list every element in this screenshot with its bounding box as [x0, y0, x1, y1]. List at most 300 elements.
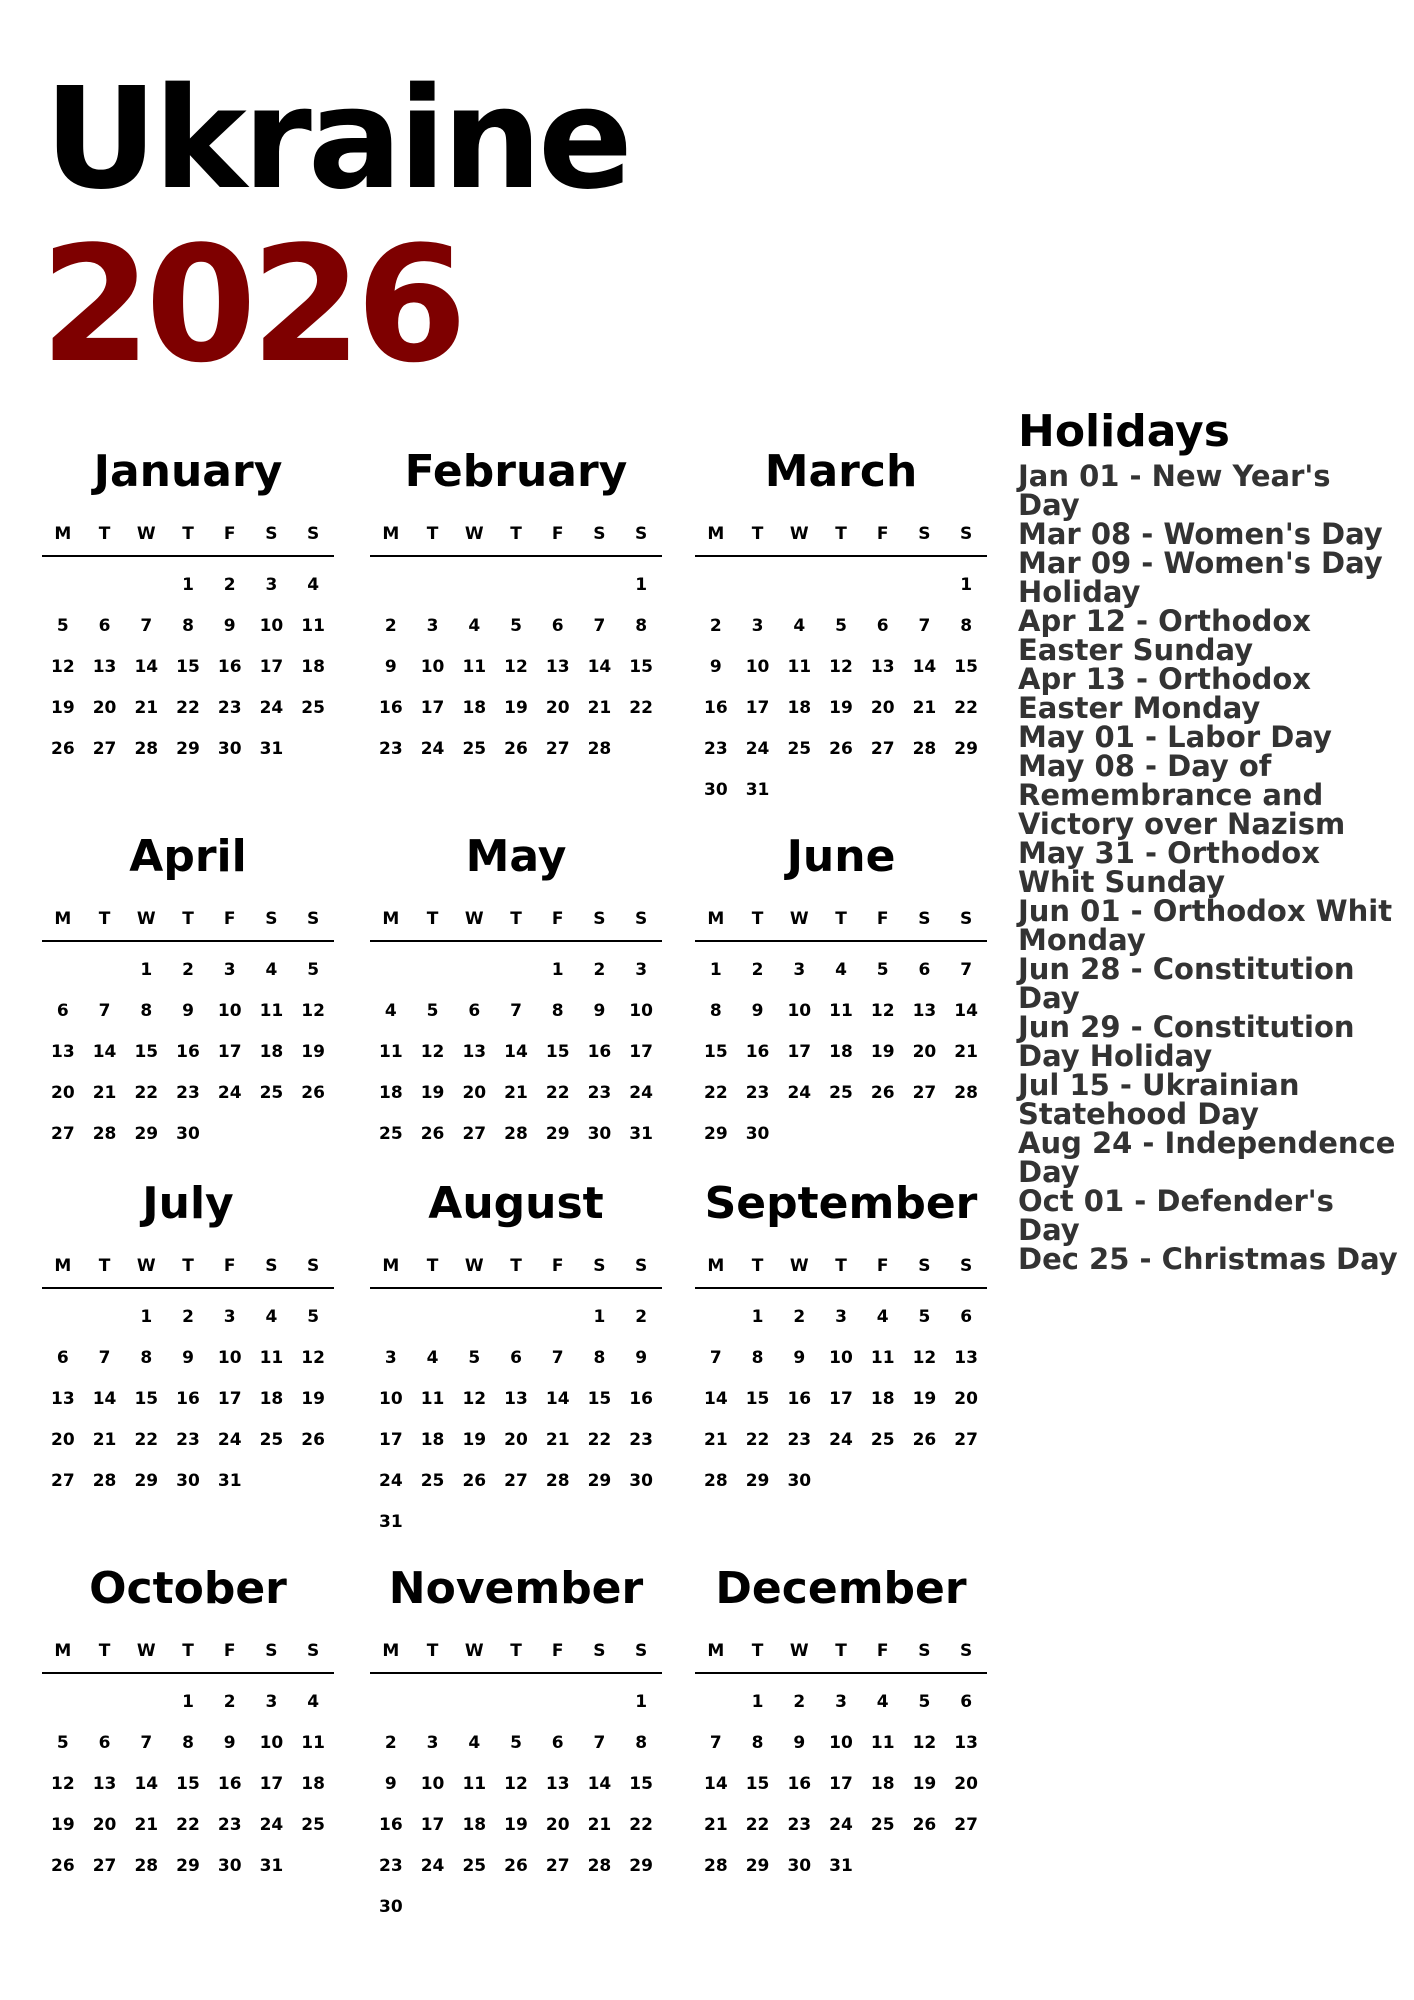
day-cell: 3: [793, 960, 806, 980]
weekday-label: T: [426, 1256, 439, 1276]
day-cell: 22: [587, 1430, 612, 1450]
day-cell: 1: [182, 1692, 194, 1712]
holiday-item: May 01 - Labor Day: [1018, 720, 1332, 754]
empty-day-cell: [495, 565, 537, 606]
day-grid: [695, 950, 987, 1155]
day-grid: [695, 565, 987, 811]
day-cell: 26: [420, 1124, 445, 1144]
holiday-item: Oct 01 - Defender's Day: [1018, 1184, 1334, 1247]
month-name: January: [93, 446, 283, 497]
day-cell: 13: [954, 1733, 978, 1753]
day-cell: 8: [635, 616, 648, 636]
day-cell: 30: [629, 1471, 653, 1491]
weekday-label: T: [426, 1641, 439, 1661]
day-cell: 27: [51, 1124, 75, 1144]
day-cell: 2: [593, 960, 606, 980]
weekday-label: F: [551, 1641, 564, 1661]
day-cell: 21: [545, 1430, 570, 1450]
weekday-label: S: [265, 1641, 278, 1661]
day-cell: 31: [217, 1471, 242, 1491]
empty-day-cell: [495, 950, 537, 991]
day-cell: 27: [504, 1471, 528, 1491]
weekday-label: S: [918, 524, 931, 544]
day-cell: 12: [420, 1042, 445, 1062]
day-cell: 23: [587, 1083, 612, 1103]
weekday-header: [42, 1258, 334, 1289]
day-grid: [42, 1297, 334, 1502]
day-cell: 25: [462, 739, 487, 759]
month-june: [695, 831, 987, 1155]
day-cell: 29: [545, 1124, 570, 1144]
day-cell: 18: [870, 1774, 895, 1794]
day-cell: 11: [259, 1348, 284, 1368]
day-cell: 2: [223, 1692, 236, 1712]
day-cell: 20: [92, 698, 117, 718]
weekday-label: M: [707, 524, 725, 544]
weekday-label: M: [382, 524, 400, 544]
day-cell: 26: [504, 739, 528, 759]
day-cell: 13: [92, 1774, 117, 1794]
day-cell: 6: [98, 616, 111, 636]
day-cell: 18: [301, 1774, 325, 1794]
day-cell: 21: [92, 1083, 117, 1103]
day-cell: 25: [829, 1083, 853, 1103]
day-cell: 19: [462, 1430, 487, 1450]
holidays-title: Holidays: [1018, 406, 1230, 457]
day-cell: 15: [629, 1774, 653, 1794]
empty-day-cell: [579, 1682, 621, 1723]
empty-day-cell: [453, 1682, 495, 1723]
day-cell: 30: [217, 1856, 242, 1876]
weekday-label: T: [182, 909, 194, 929]
day-cell: 9: [182, 1001, 194, 1021]
day-cell: 7: [709, 1348, 722, 1368]
month-name: October: [89, 1563, 287, 1614]
day-cell: 10: [259, 1733, 284, 1753]
day-cell: 16: [787, 1774, 812, 1794]
day-cell: 9: [384, 657, 397, 677]
day-cell: 21: [704, 1815, 728, 1835]
day-cell: 28: [912, 739, 937, 759]
weekday-label: T: [98, 524, 111, 544]
day-cell: 19: [829, 698, 853, 718]
day-grid: [42, 950, 334, 1155]
day-cell: 6: [510, 1348, 522, 1368]
weekday-label: S: [593, 524, 606, 544]
day-cell: 27: [462, 1124, 487, 1144]
day-cell: 27: [870, 739, 895, 759]
day-cell: 22: [629, 1815, 653, 1835]
day-cell: 10: [217, 1001, 242, 1021]
weekday-label: M: [54, 1641, 72, 1661]
day-cell: 15: [745, 1774, 770, 1794]
weekday-label: S: [593, 1641, 606, 1661]
day-cell: 8: [593, 1348, 606, 1368]
weekday-label: S: [593, 1256, 606, 1276]
empty-day-cell: [412, 950, 454, 991]
empty-day-cell: [778, 565, 820, 606]
day-cell: 19: [504, 1815, 528, 1835]
day-cell: 7: [98, 1001, 111, 1021]
day-cell: 26: [829, 739, 853, 759]
empty-day-cell: [495, 1297, 537, 1338]
day-cell: 1: [751, 1307, 764, 1327]
day-cell: 21: [954, 1042, 978, 1062]
page-title: Ukraine: [44, 58, 629, 221]
day-cell: 26: [912, 1815, 937, 1835]
day-cell: 18: [787, 698, 812, 718]
month-december: [695, 1563, 987, 1887]
day-cell: 12: [870, 1001, 895, 1021]
day-cell: 22: [954, 698, 978, 718]
month-name: June: [786, 831, 896, 882]
day-cell: 13: [92, 657, 117, 677]
day-cell: 28: [134, 739, 159, 759]
month-name: July: [142, 1178, 234, 1229]
day-cell: 24: [420, 1856, 445, 1876]
weekday-label: S: [593, 909, 606, 929]
day-cell: 20: [545, 698, 570, 718]
empty-day-cell: [370, 1682, 412, 1723]
day-cell: 31: [629, 1124, 653, 1144]
day-grid: [370, 1682, 662, 1928]
day-cell: 2: [751, 960, 764, 980]
day-cell: 1: [140, 1307, 153, 1327]
day-cell: 29: [134, 1471, 159, 1491]
month-name: November: [388, 1563, 644, 1614]
day-grid: [695, 1682, 987, 1887]
day-cell: 30: [587, 1124, 612, 1144]
weekday-label: M: [707, 909, 725, 929]
day-cell: 8: [182, 1733, 194, 1753]
weekday-label: F: [551, 1256, 564, 1276]
day-cell: 28: [92, 1471, 117, 1491]
day-cell: 28: [704, 1856, 728, 1876]
weekday-label: T: [510, 524, 522, 544]
empty-day-cell: [695, 1297, 737, 1338]
day-cell: 27: [954, 1430, 978, 1450]
day-cell: 17: [629, 1042, 653, 1062]
day-cell: 17: [379, 1430, 403, 1450]
weekday-header: [695, 1643, 987, 1674]
day-cell: 14: [545, 1389, 570, 1409]
day-cell: 9: [223, 1733, 236, 1753]
day-cell: 25: [379, 1124, 403, 1144]
day-cell: 15: [587, 1389, 612, 1409]
weekday-label: T: [98, 1641, 111, 1661]
day-cell: 14: [587, 657, 612, 677]
day-cell: 3: [835, 1692, 847, 1712]
day-cell: 11: [462, 657, 487, 677]
weekday-header: [42, 1643, 334, 1674]
weekday-label: T: [751, 909, 764, 929]
day-cell: 5: [510, 616, 522, 636]
day-cell: 24: [787, 1083, 812, 1103]
day-cell: 7: [593, 616, 606, 636]
month-march: [695, 446, 987, 811]
day-cell: 13: [51, 1389, 75, 1409]
day-cell: 12: [829, 657, 853, 677]
weekday-label: M: [707, 1256, 725, 1276]
day-cell: 18: [259, 1389, 284, 1409]
holiday-item: Jul 15 - Ukrainian Statehood Day: [1018, 1068, 1300, 1131]
weekday-label: W: [464, 524, 484, 544]
day-cell: 23: [379, 739, 403, 759]
day-cell: 4: [265, 1307, 278, 1327]
empty-day-cell: [42, 1682, 84, 1723]
day-cell: 10: [217, 1348, 242, 1368]
empty-day-cell: [904, 565, 946, 606]
day-cell: 12: [504, 657, 528, 677]
day-cell: 15: [954, 657, 978, 677]
day-cell: 15: [176, 1774, 200, 1794]
day-cell: 26: [51, 1856, 75, 1876]
day-cell: 9: [635, 1348, 648, 1368]
weekday-label: F: [876, 1256, 889, 1276]
day-cell: 20: [462, 1083, 487, 1103]
day-cell: 3: [265, 1692, 278, 1712]
weekday-label: T: [835, 909, 847, 929]
weekday-label: S: [307, 1641, 320, 1661]
day-cell: 26: [504, 1856, 528, 1876]
day-cell: 10: [379, 1389, 403, 1409]
day-cell: 17: [217, 1389, 242, 1409]
empty-day-cell: [695, 565, 737, 606]
day-cell: 17: [259, 657, 284, 677]
day-cell: 11: [259, 1001, 284, 1021]
weekday-label: M: [707, 1641, 725, 1661]
day-cell: 10: [745, 657, 770, 677]
day-cell: 17: [259, 1774, 284, 1794]
day-cell: 14: [504, 1042, 528, 1062]
day-cell: 4: [876, 1692, 889, 1712]
day-cell: 19: [912, 1389, 937, 1409]
day-cell: 27: [51, 1471, 75, 1491]
day-cell: 30: [379, 1897, 403, 1917]
day-cell: 29: [176, 739, 200, 759]
day-cell: 19: [870, 1042, 895, 1062]
day-cell: 25: [301, 1815, 325, 1835]
weekday-label: W: [136, 1641, 156, 1661]
day-cell: 9: [793, 1348, 806, 1368]
weekday-label: M: [382, 909, 400, 929]
day-cell: 14: [92, 1389, 117, 1409]
holiday-item: Dec 25 - Christmas Day: [1018, 1242, 1398, 1276]
day-cell: 15: [176, 657, 200, 677]
weekday-label: F: [223, 909, 236, 929]
day-cell: 23: [176, 1083, 200, 1103]
day-cell: 30: [745, 1124, 770, 1144]
day-cell: 22: [176, 698, 200, 718]
weekday-label: S: [918, 1641, 931, 1661]
day-cell: 4: [876, 1307, 889, 1327]
day-cell: 13: [545, 1774, 570, 1794]
weekday-label: S: [960, 1641, 973, 1661]
weekday-label: S: [918, 1256, 931, 1276]
weekday-label: M: [382, 1641, 400, 1661]
day-cell: 20: [51, 1083, 75, 1103]
day-cell: 25: [870, 1430, 895, 1450]
day-cell: 27: [545, 739, 570, 759]
empty-day-cell: [453, 950, 495, 991]
day-cell: 11: [420, 1389, 445, 1409]
month-name: December: [715, 1563, 967, 1614]
day-cell: 7: [510, 1001, 522, 1021]
day-cell: 16: [217, 1774, 242, 1794]
day-cell: 3: [223, 960, 236, 980]
day-cell: 19: [51, 1815, 75, 1835]
month-january: [42, 446, 334, 770]
day-grid: [695, 1297, 987, 1502]
empty-day-cell: [820, 565, 862, 606]
day-cell: 25: [301, 698, 325, 718]
day-cell: 16: [787, 1389, 812, 1409]
day-cell: 2: [384, 616, 397, 636]
month-september: [695, 1178, 987, 1502]
day-cell: 22: [745, 1430, 770, 1450]
day-cell: 8: [960, 616, 973, 636]
empty-day-cell: [453, 565, 495, 606]
day-cell: 11: [870, 1348, 895, 1368]
holiday-item: Jan 01 - New Year's Day: [1018, 459, 1331, 522]
weekday-label: T: [426, 524, 439, 544]
month-october: [42, 1563, 334, 1887]
day-cell: 28: [587, 1856, 612, 1876]
month-name: April: [129, 831, 247, 882]
weekday-header: [695, 526, 987, 557]
holiday-item: Apr 13 - Orthodox Easter Monday: [1018, 662, 1311, 725]
day-cell: 5: [307, 1307, 320, 1327]
weekday-label: T: [751, 524, 764, 544]
day-cell: 1: [960, 575, 973, 595]
day-cell: 8: [751, 1733, 764, 1753]
weekday-label: W: [789, 1641, 809, 1661]
day-cell: 1: [751, 1692, 764, 1712]
weekday-header: [695, 911, 987, 942]
day-cell: 15: [545, 1042, 570, 1062]
day-cell: 17: [829, 1389, 853, 1409]
day-cell: 28: [92, 1124, 117, 1144]
weekday-label: S: [265, 524, 278, 544]
weekday-header: [42, 911, 334, 942]
day-grid: [42, 1682, 334, 1887]
day-cell: 11: [301, 616, 325, 636]
month-name: August: [428, 1178, 604, 1229]
day-cell: 15: [629, 657, 653, 677]
day-cell: 9: [793, 1733, 806, 1753]
weekday-label: F: [876, 909, 889, 929]
day-cell: 2: [793, 1692, 806, 1712]
weekday-label: F: [876, 524, 889, 544]
day-cell: 17: [787, 1042, 812, 1062]
empty-day-cell: [537, 1682, 579, 1723]
empty-day-cell: [370, 565, 412, 606]
day-cell: 6: [56, 1348, 69, 1368]
day-cell: 1: [551, 960, 564, 980]
weekday-label: T: [751, 1641, 764, 1661]
day-cell: 16: [629, 1389, 653, 1409]
day-cell: 14: [704, 1774, 728, 1794]
weekday-label: M: [54, 1256, 72, 1276]
day-cell: 16: [379, 698, 403, 718]
day-cell: 12: [51, 1774, 75, 1794]
day-cell: 18: [301, 657, 325, 677]
day-cell: 24: [379, 1471, 403, 1491]
day-cell: 20: [954, 1774, 978, 1794]
weekday-label: W: [789, 1256, 809, 1276]
day-cell: 18: [829, 1042, 853, 1062]
day-cell: 10: [829, 1348, 853, 1368]
day-cell: 18: [420, 1430, 445, 1450]
day-cell: 9: [709, 657, 722, 677]
empty-day-cell: [453, 1297, 495, 1338]
day-cell: 29: [745, 1856, 770, 1876]
day-cell: 26: [912, 1430, 937, 1450]
day-cell: 2: [384, 1733, 397, 1753]
empty-day-cell: [862, 565, 904, 606]
day-cell: 13: [545, 657, 570, 677]
weekday-label: T: [182, 1256, 194, 1276]
day-cell: 22: [545, 1083, 570, 1103]
day-cell: 30: [176, 1124, 200, 1144]
day-cell: 3: [426, 1733, 439, 1753]
day-cell: 14: [704, 1389, 728, 1409]
day-cell: 10: [787, 1001, 812, 1021]
day-cell: 24: [217, 1083, 242, 1103]
empty-day-cell: [695, 1682, 737, 1723]
day-cell: 17: [745, 698, 770, 718]
day-cell: 25: [787, 739, 812, 759]
day-cell: 14: [134, 1774, 159, 1794]
weekday-header: [370, 1258, 662, 1289]
day-cell: 5: [426, 1001, 439, 1021]
day-cell: 6: [960, 1692, 973, 1712]
day-cell: 30: [176, 1471, 200, 1491]
day-cell: 21: [134, 1815, 159, 1835]
day-cell: 19: [420, 1083, 445, 1103]
day-cell: 8: [635, 1733, 648, 1753]
day-cell: 3: [426, 616, 439, 636]
day-cell: 28: [587, 739, 612, 759]
day-cell: 14: [912, 657, 937, 677]
day-cell: 11: [829, 1001, 853, 1021]
weekday-label: F: [223, 1641, 236, 1661]
day-cell: 23: [217, 1815, 242, 1835]
day-cell: 16: [704, 698, 728, 718]
weekday-label: W: [136, 1256, 156, 1276]
day-cell: 23: [176, 1430, 200, 1450]
day-cell: 20: [92, 1815, 117, 1835]
day-cell: 5: [835, 616, 847, 636]
day-cell: 12: [301, 1001, 325, 1021]
weekday-label: T: [98, 1256, 111, 1276]
day-cell: 11: [870, 1733, 895, 1753]
day-cell: 8: [140, 1001, 153, 1021]
day-cell: 25: [259, 1430, 284, 1450]
weekday-label: T: [510, 1641, 522, 1661]
day-cell: 9: [751, 1001, 764, 1021]
month-name: May: [465, 831, 567, 882]
weekday-label: F: [223, 1256, 236, 1276]
day-cell: 14: [134, 657, 159, 677]
day-cell: 10: [629, 1001, 653, 1021]
day-cell: 24: [259, 1815, 284, 1835]
day-cell: 27: [92, 739, 117, 759]
day-cell: 17: [420, 1815, 445, 1835]
empty-day-cell: [84, 1682, 126, 1723]
day-cell: 5: [918, 1307, 931, 1327]
weekday-label: T: [182, 524, 194, 544]
